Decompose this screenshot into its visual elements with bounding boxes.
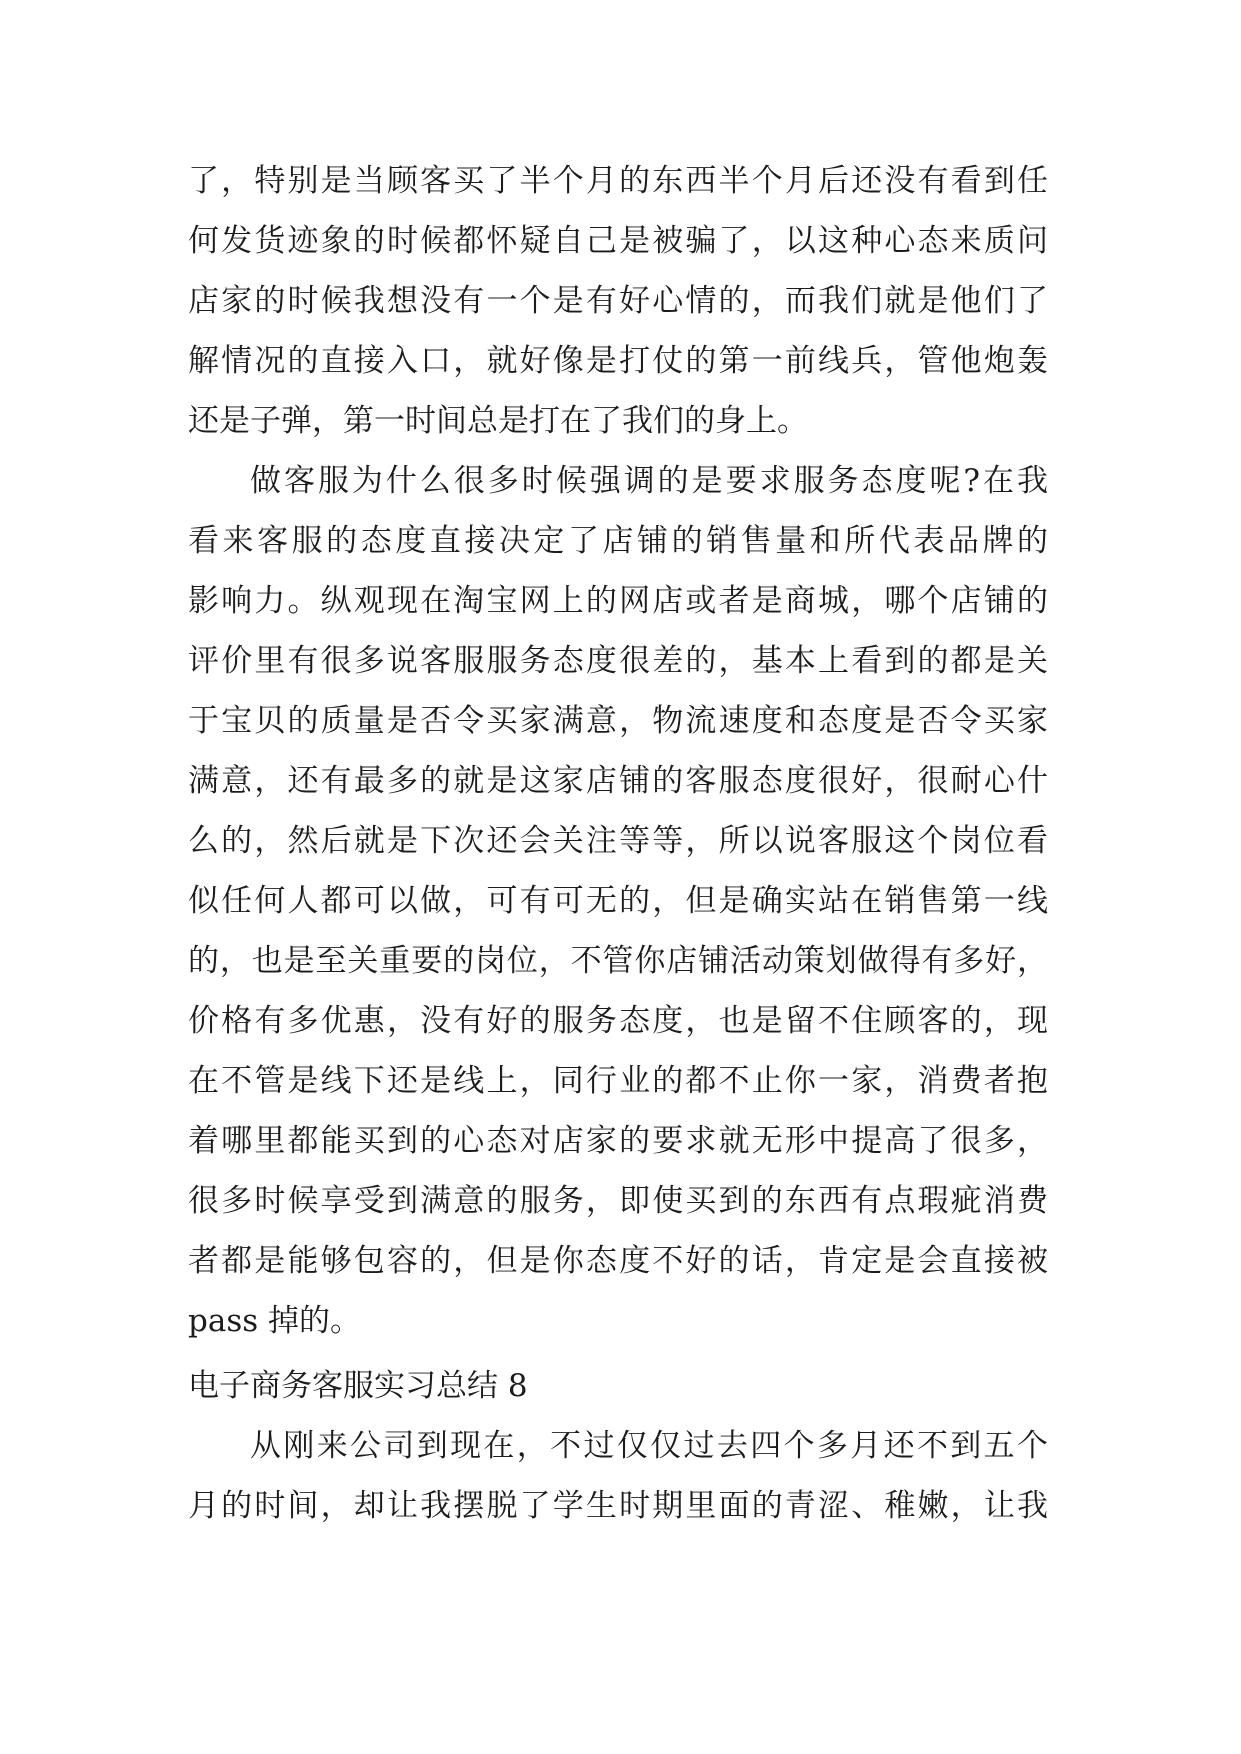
paragraph-line: 在不管是线下还是线上，同行业的都不止你一家，消费者抱 <box>188 1063 1048 1099</box>
paragraph-line: 似任何人都可以做，可有可无的，但是确实站在销售第一线 <box>188 883 1048 919</box>
paragraph-line: pass 掉的。 <box>188 1303 361 1339</box>
paragraph-line: 么的，然后就是下次还会关注等等，所以说客服这个岗位看 <box>188 823 1048 859</box>
paragraph-line: 从刚来公司到现在，不过仅仅过去四个多月还不到五个 <box>250 1428 1048 1464</box>
paragraph-line: 做客服为什么很多时候强调的是要求服务态度呢?在我 <box>250 463 1048 499</box>
paragraph-line: 看来客服的态度直接决定了店铺的销售量和所代表品牌的 <box>188 523 1048 559</box>
paragraph-line: 何发货迹象的时候都怀疑自己是被骗了，以这种心态来质问 <box>188 223 1048 259</box>
paragraph-line: 着哪里都能买到的心态对店家的要求就无形中提高了很多， <box>188 1123 1048 1159</box>
paragraph-line: 影响力。纵观现在淘宝网上的网店或者是商城，哪个店铺的 <box>188 583 1048 619</box>
paragraph-line: 价格有多优惠，没有好的服务态度，也是留不住顾客的，现 <box>188 1003 1048 1039</box>
paragraph-line: 解情况的直接入口，就好像是打仗的第一前线兵，管他炮轰 <box>188 343 1048 379</box>
paragraph-line: 了，特别是当顾客买了半个月的东西半个月后还没有看到任 <box>188 163 1048 199</box>
paragraph-line: 评价里有很多说客服服务态度很差的，基本上看到的都是关 <box>188 643 1048 679</box>
paragraph-line: 月的时间，却让我摆脱了学生时期里面的青涩、稚嫩，让我 <box>188 1488 1048 1524</box>
paragraph-line: 很多时候享受到满意的服务，即使买到的东西有点瑕疵消费 <box>188 1183 1048 1219</box>
section-heading: 电子商务客服实习总结 8 <box>188 1368 528 1404</box>
paragraph-line: 满意，还有最多的就是这家店铺的客服态度很好，很耐心什 <box>188 763 1048 799</box>
paragraph-line: 还是子弹，第一时间总是打在了我们的身上。 <box>188 403 808 439</box>
paragraph-line: 店家的时候我想没有一个是有好心情的，而我们就是他们了 <box>188 283 1048 319</box>
paragraph-line: 于宝贝的质量是否令买家满意，物流速度和态度是否令买家 <box>188 703 1048 739</box>
paragraph-line: 者都是能够包容的，但是你态度不好的话，肯定是会直接被 <box>188 1243 1048 1279</box>
paragraph-line: 的，也是至关重要的岗位，不管你店铺活动策划做得有多好， <box>188 943 1048 979</box>
